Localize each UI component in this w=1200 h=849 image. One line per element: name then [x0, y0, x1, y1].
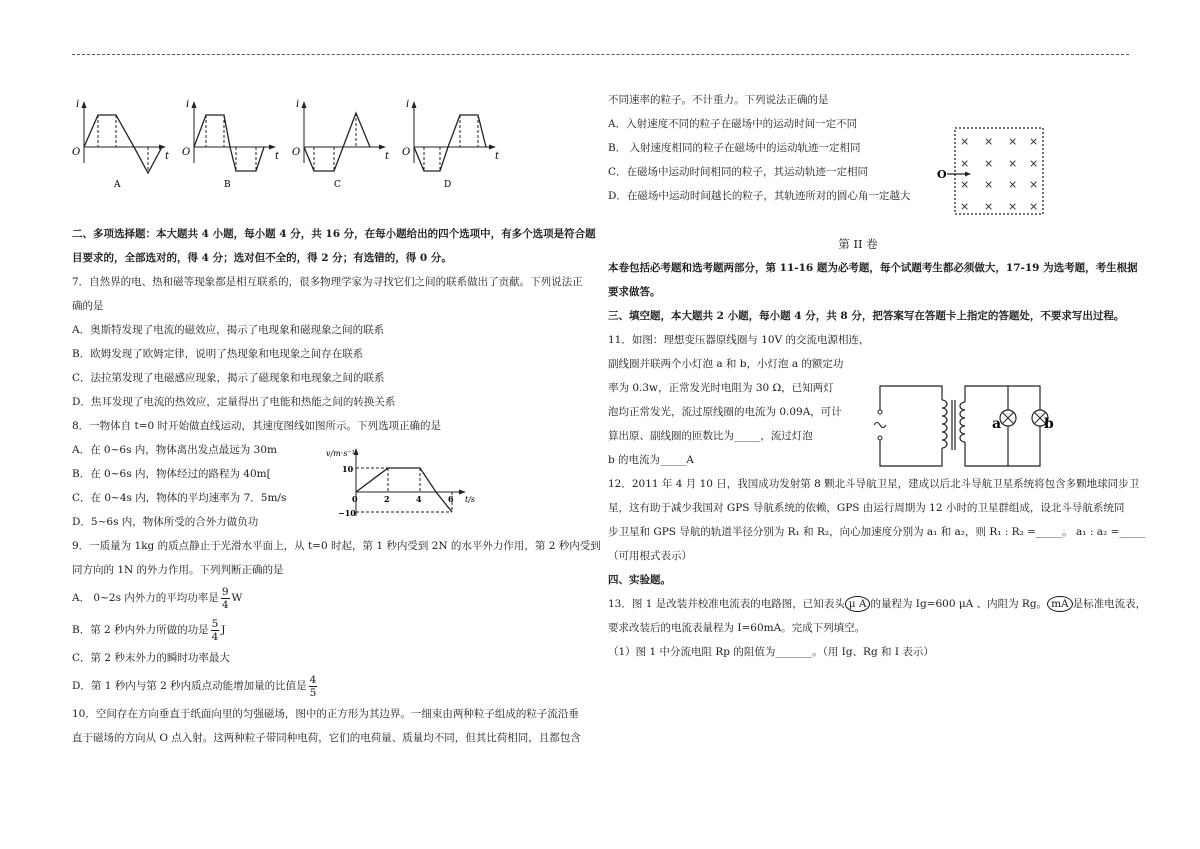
secondary-coil — [960, 402, 965, 442]
lamp-a-icon — [1000, 410, 1016, 426]
q11-line-5: 算出原、副线圈的匝数比为_____，流过灯泡 — [608, 430, 813, 442]
q10-stem: 10．空间存在方向垂直于纸面向里的匀强磁场，图中的正方形为其边界。一细束由两种粒子组成的粒子流沿垂 — [72, 708, 579, 720]
q8-graph-xtick-4: 4 — [416, 494, 422, 504]
svg-text:×: × — [960, 200, 970, 213]
svg-text:×: × — [1029, 135, 1039, 148]
magnetic-field-diagram — [935, 124, 1050, 220]
svg-text:×: × — [984, 178, 994, 191]
primary-coil — [942, 400, 947, 448]
q9-option-a-fraction — [221, 586, 230, 611]
q10-stem-end: 不同速率的粒子。不计重力。下列说法正确的是 — [608, 94, 829, 106]
graph-c-label: C — [334, 180, 341, 190]
graph-d-label: D — [444, 180, 452, 190]
svg-text:×: × — [984, 200, 994, 213]
transformer-circuit — [868, 380, 1054, 472]
graph-d — [402, 99, 500, 190]
svg-text:×: × — [1008, 178, 1018, 191]
q10-option-d: D．在磁场中运动时间越长的粒子，其轨迹所对的圆心角一定越大 — [608, 190, 911, 202]
graph-b-origin: O — [182, 147, 191, 158]
top-divider — [72, 54, 1129, 55]
q10-stem-cont: 直于磁场的方向从 O 点入射。这两种粒子带同种电荷，它们的电荷量、质量均不同，但其比荷相同，且都包含 — [72, 732, 581, 744]
q13-line-1 — [608, 592, 1147, 616]
q8-graph-xtick-6: 6 — [448, 494, 454, 504]
q9-option-a-unit: W — [231, 592, 243, 604]
q7-option-b: B．欧姆发现了欧姆定律，说明了热现象和电现象之间存在联系 — [72, 348, 364, 360]
milliammeter-symbol: mA — [1047, 596, 1073, 612]
graph-d-axis-t: t — [495, 151, 500, 162]
section-4-heading: 四、实验题。 — [608, 574, 671, 586]
ac-source-icon — [874, 423, 886, 428]
svg-text:×: × — [960, 178, 970, 191]
q9-a-numerator: 9 — [221, 585, 229, 598]
q8-graph-xtick-2: 2 — [384, 494, 390, 504]
q9-option-b-fraction — [211, 618, 220, 643]
graph-c-axis-i: i — [296, 99, 300, 110]
q8-option-a: A．在 0~6s 内，物体离出发点最远为 30m — [72, 444, 277, 456]
q9-option-a — [72, 582, 592, 614]
field-origin-label: O — [937, 168, 947, 181]
q9-option-b-text: B．第 2 秒内外力所做的功是 — [72, 624, 209, 636]
q13-line-3: （1）图 1 中分流电阻 Rp 的阻值为_______。（用 Ig、Rg 和 I 表示） — [608, 646, 934, 658]
q9-d-denominator: 5 — [309, 686, 317, 699]
q11-line-1: 11．如图：理想变压器原线圈与 10V 的交流电源相连， — [608, 334, 870, 346]
graph-b-axis-t: t — [275, 151, 280, 162]
q13-line-1-start: 13．图 1 是改装并校准电流表的电路图，已知表头 — [608, 598, 845, 610]
graph-a-origin: O — [72, 147, 81, 158]
svg-text:×: × — [1008, 157, 1018, 170]
q9-option-b-unit: J — [221, 624, 226, 636]
q10-option-c: C．在磁场中运动时间相同的粒子，其运动轨迹一定相同 — [608, 166, 869, 178]
q12-line-3: 步卫星和 GPS 导航的轨道半径分别为 R₁ 和 R₂，向心加速度分别为 a₁ 和 a₂，则 R₁ : R₂ =_____。 a₁ : a₂ =_____ — [608, 526, 1146, 538]
q13-line-1-end: 是标准电流表， — [1072, 598, 1147, 610]
graph-c-origin: O — [292, 147, 301, 158]
q8-graph-xtick-0: 0 — [352, 494, 358, 504]
volume-2-intro: 本卷包括必考题和选考题两部分，第 11-16 题为必考题，每个试题考生都必须做大，17-19 为选考题，考生根据 — [608, 262, 1138, 274]
graph-d-axis-i: i — [406, 99, 410, 110]
svg-text:×: × — [960, 157, 970, 170]
q13-line-2: 要求改装后的电流表量程为 I=60mA。完成下列填空。 — [608, 622, 866, 634]
q7-option-d: D．焦耳发现了电流的热效应，定量得出了电能和热能之间的转换关系 — [72, 396, 396, 408]
spacer — [608, 208, 1128, 232]
svg-text:×: × — [960, 135, 970, 148]
section-2-heading-cont: 目要求的，全部选对的，得 4 分；选对但不全的，得 2 分；有选错的，得 0 分。 — [72, 252, 452, 264]
q9-b-numerator: 5 — [211, 617, 219, 630]
section-2-heading: 二、多项选择题：本大题共 4 小题，每小题 4 分，共 16 分，在每小题给出的四个选项中，有多个选项是符合题 — [72, 228, 596, 240]
current-graphs — [70, 95, 510, 190]
section-3-heading: 三、填空题，本大题共 2 小题，每小题 4 分，共 8 分，把答案写在答题卡上指定的答题处，不要求写出过程。 — [608, 310, 1125, 322]
graph-a-axis-t: t — [165, 151, 170, 162]
q7-stem: 7．自然界的电、热和磁等现象都是相互联系的，很多物理学家为寻找它们之间的联系做出了贡献。下列说法正 — [72, 276, 583, 288]
q11-line-4: 泡均正常发光，流过原线圈的电流为 0.09A，可计 — [608, 406, 842, 418]
q12-line-1: 12．2011 年 4 月 10 日，我国成功发射第 8 颗北斗导航卫星，建成以后北斗导航卫星系统将包含多颗地球同步卫 — [608, 478, 1140, 490]
lamp-a-label: a — [992, 416, 1002, 432]
q10-option-b: B． 入射速度相同的粒子在磁场中的运动轨迹一定相同 — [608, 142, 861, 154]
q13-line-1-mid: 的量程为 Ig=600 μA 、内阻为 Rg。 — [870, 598, 1048, 610]
volume-2-title: 第 II 卷 — [838, 237, 878, 251]
field-crosses — [960, 135, 1038, 213]
svg-text:×: × — [1029, 178, 1039, 191]
q9-option-d — [72, 670, 592, 702]
svg-text:×: × — [1029, 200, 1039, 213]
q12-line-2: 星，这有助于减少我国对 GPS 导航系统的依赖，GPS 由运行周期为 12 小时的卫星群组成，设北斗导航系统同 — [608, 502, 1125, 514]
graph-b-label: B — [224, 180, 231, 190]
q12-line-4: （可用根式表示） — [608, 550, 692, 562]
q8-velocity-graph — [322, 444, 482, 522]
graph-c — [292, 99, 390, 190]
graph-a-axis-i: i — [76, 99, 80, 110]
q9-option-c: C．第 2 秒末外力的瞬时功率最大 — [72, 652, 230, 664]
graph-c-axis-t: t — [385, 151, 390, 162]
q10-option-a: A．入射速度不同的粒子在磁场中的运动时间一定不同 — [608, 118, 858, 130]
lamp-b-label: b — [1044, 416, 1054, 432]
q8-graph-xlabel: t/s — [465, 495, 476, 504]
q11-line-3: 率为 0.3w，正常发光时电阻为 30 Ω，已知两灯 — [608, 382, 834, 394]
svg-text:×: × — [1008, 135, 1018, 148]
volume-2-intro-cont: 要求做答。 — [608, 286, 661, 298]
right-column — [608, 88, 1147, 664]
q8-option-b: B．在 0~6s 内，物体经过的路程为 40m[ — [72, 468, 271, 480]
q8-stem: 8．一物体自 t=0 时开始做直线运动，其速度图线如图所示。下列选项正确的是 — [72, 420, 442, 432]
graph-b — [182, 99, 280, 190]
q7-option-c: C．法拉第发现了电磁感应现象，揭示了磁现象和电现象之间的联系 — [72, 372, 385, 384]
q7-option-a: A．奥斯特发现了电流的磁效应，揭示了电现象和磁现象之间的联系 — [72, 324, 385, 336]
graph-b-axis-i: i — [186, 99, 190, 110]
microammeter-symbol: μ A — [845, 596, 871, 612]
q8-graph-ytick-neg10: −10 — [338, 508, 356, 518]
q9-a-denominator: 4 — [221, 598, 229, 611]
q8-option-c: C．在 0~4s 内，物体的平均速率为 7．5m/s — [72, 492, 287, 504]
q9-b-denominator: 4 — [211, 630, 219, 643]
q8-option-d: D．5~6s 内，物体所受的合外力做负功 — [72, 516, 259, 528]
q8-graph-ytick-10: 10 — [342, 464, 354, 474]
svg-text:×: × — [984, 157, 994, 170]
svg-text:×: × — [1029, 157, 1039, 170]
q9-stem: 9．一质量为 1kg 的质点静止于光滑水平面上，从 t=0 时起，第 1 秒内受到 2N 的水平外力作用，第 2 秒内受到 — [72, 540, 601, 552]
graph-a-label: A — [114, 180, 121, 190]
graph-a — [72, 99, 170, 190]
q9-d-numerator: 4 — [309, 673, 317, 686]
svg-text:×: × — [984, 135, 994, 148]
svg-text:×: × — [1008, 200, 1018, 213]
q11-line-6: b 的电流为_____A — [608, 454, 694, 466]
q8-graph-ylabel: v/m·s⁻¹ — [326, 449, 355, 458]
q9-option-b — [72, 614, 592, 646]
q9-stem-cont: 同方向的 1N 的外力作用。下列判断正确的是 — [72, 564, 284, 576]
q7-stem-cont: 确的是 — [72, 300, 104, 312]
q9-option-a-text: A． 0~2s 内外力的平均功率是 — [72, 592, 219, 604]
q9-option-d-fraction — [309, 674, 318, 699]
graph-d-origin: O — [402, 147, 411, 158]
q11-line-2: 副线圈并联两个小灯泡 a 和 b，小灯泡 a 的额定功 — [608, 358, 844, 370]
q9-option-d-text: D．第 1 秒内与第 2 秒内质点动能增加量的比值是 — [72, 680, 307, 692]
